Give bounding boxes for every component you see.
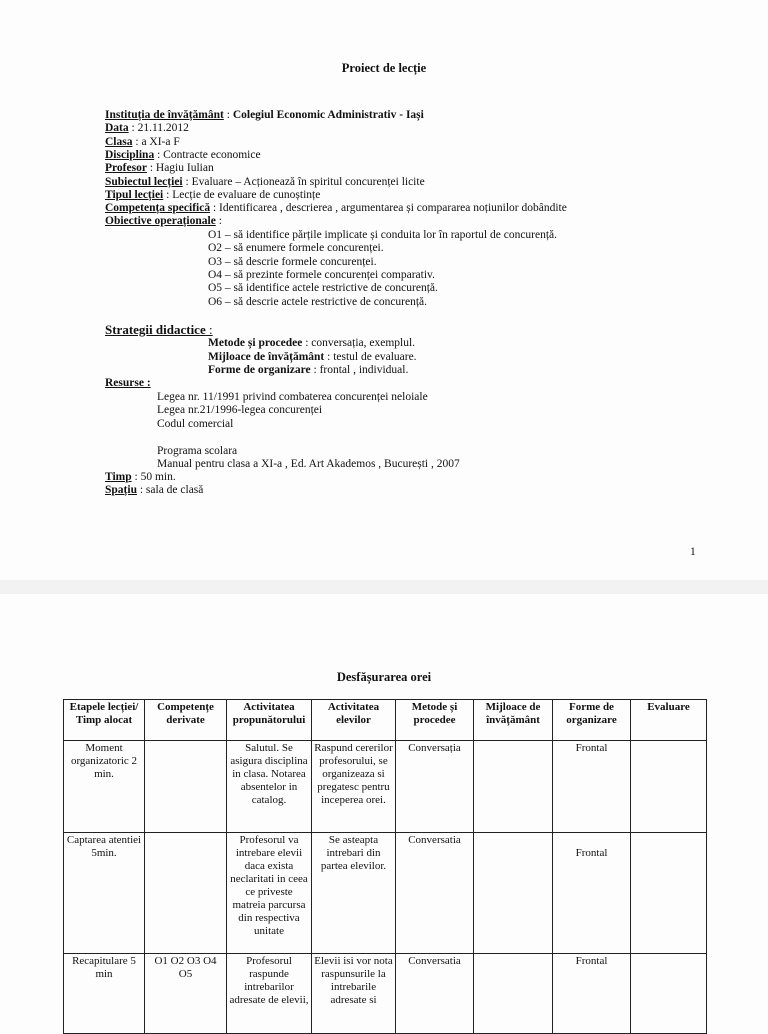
resource-item: Legea nr. 11/1991 privind combaterea concurenței neloiale	[157, 391, 428, 403]
document-page-2	[0, 594, 768, 1024]
strategy-label: Forme de organizare	[208, 364, 311, 376]
field-separator: :	[154, 148, 164, 161]
table-cell-propunator: Salutul. Se asigura disciplina in clasa. Notarea absentelor in catalog.	[227, 741, 312, 833]
table-cell-mijloace	[474, 954, 553, 1034]
info-field-line	[105, 215, 222, 228]
field-label: Tipul lecției	[105, 188, 164, 201]
column-header: Evaluare	[631, 700, 707, 741]
objective-item: O2 – să enumere formele concurenței.	[208, 242, 384, 255]
table-header-row	[64, 700, 707, 741]
field-separator: :	[132, 135, 142, 148]
table-cell-etapa: Moment organizatoric 2 min.	[64, 741, 145, 833]
field-separator: :	[182, 175, 192, 188]
table-cell-mijloace	[474, 741, 553, 833]
table-row	[64, 833, 707, 954]
field-label: Data	[105, 122, 129, 135]
field-label: Clasa	[105, 135, 133, 148]
column-header: Metode și procedee	[396, 700, 474, 741]
field-label: Obiective operaționale	[105, 215, 216, 228]
column-header: Etapele lecției/ Timp alocat	[64, 700, 145, 741]
resource-item: Manual pentru clasa a XI-a , Ed. Art Akademos , București , 2007	[157, 458, 460, 470]
table-cell-metode: Conversatia	[396, 833, 474, 954]
info-field-line	[105, 162, 214, 175]
resource-item: Programa scolara	[157, 444, 238, 457]
field-separator: :	[223, 109, 233, 121]
table-row	[64, 954, 707, 1034]
field-separator: :	[146, 162, 156, 175]
strategy-item	[208, 364, 408, 377]
column-header: Activitatea propunătorului	[227, 700, 312, 741]
page-number: 1	[690, 546, 696, 558]
info-field-line	[105, 136, 180, 149]
info-field-line	[105, 122, 189, 135]
table-cell-propunator: Profesorul raspunde intrebarilor adresate de elevii,	[227, 954, 312, 1034]
table-row	[64, 741, 707, 833]
table-cell-etapa: Recapitulare 5 min	[64, 954, 145, 1034]
strategy-label: Metode și procedee	[208, 337, 303, 349]
strategy-value: : testul de evaluare.	[324, 350, 417, 363]
field-separator: :	[163, 188, 173, 201]
info-field-line	[105, 149, 261, 162]
strategy-label: Mijloace de învățământ	[208, 350, 325, 363]
table-cell-competente: O1 O2 O3 O4 O5	[145, 954, 227, 1034]
table-cell-propunator: Profesorul va intrebare elevii daca exista neclaritati in ceea ce priveste matreia parcursa din respectiva unitate	[227, 833, 312, 954]
page-separator	[0, 580, 768, 594]
lesson-flow-table	[63, 699, 707, 1034]
field-value: Lecție de evaluare de cunoștințe	[172, 188, 321, 201]
info-field-line	[105, 202, 567, 215]
lesson-flow-title: Desfășurarea orei	[336, 670, 432, 684]
field-value: Evaluare – Acționează în spiritul concurenței licite	[191, 175, 425, 188]
column-header: Mijloace de învățământ	[474, 700, 553, 741]
strategies-heading: Strategii didactice :	[105, 322, 213, 337]
time-line: Timp : 50 min.	[105, 471, 176, 483]
table-cell-elevi: Elevii isi vor nota raspunsurile la intrebarile adresate si	[312, 954, 396, 1034]
table-cell-competente	[145, 741, 227, 833]
column-header: Forme de organizare	[553, 700, 631, 741]
field-label: Instituția de învățământ	[105, 109, 224, 121]
info-field-line	[105, 189, 320, 202]
resource-item: Codul comercial	[157, 417, 234, 430]
objective-item: O3 – să descrie formele concurenței.	[208, 255, 377, 268]
field-label: Disciplina	[105, 148, 155, 161]
table-cell-elevi: Se asteapta intrebari din partea elevilor.	[312, 833, 396, 954]
objective-item: O1 – să identifice părțile implicate și conduita lor în raportul de concurență.	[208, 229, 558, 241]
info-field-line	[105, 109, 424, 122]
field-value: 21.11.2012	[137, 122, 189, 135]
field-value: Hagiu Iulian	[155, 162, 214, 175]
strategy-value: : frontal , individual.	[310, 364, 409, 376]
table-cell-metode: Conversatia	[396, 954, 474, 1034]
field-label: Competența specifică	[105, 202, 211, 215]
page-title: Proiect de lecție	[341, 61, 427, 75]
objective-item: O4 – să prezinte formele concurenței comparativ.	[208, 268, 435, 281]
field-value: Identificarea , descrierea , argumentarea și compararea noțiunilor dobândite	[219, 202, 567, 215]
table-cell-metode: Conversația	[396, 741, 474, 833]
field-value: a XI-a F	[141, 135, 180, 148]
column-header: Competențe derivate	[145, 700, 227, 741]
field-value: Contracte economice	[163, 148, 261, 161]
resources-label: Resurse :	[105, 377, 151, 389]
table-cell-forme: Frontal	[553, 833, 631, 954]
table-cell-evaluare	[631, 741, 707, 833]
field-separator: :	[128, 122, 138, 135]
objective-item: O5 – să identifice actele restrictive de concurență.	[208, 282, 438, 295]
column-header: Activitatea elevilor	[312, 700, 396, 741]
strategy-item	[208, 337, 415, 350]
strategy-item	[208, 351, 417, 364]
objective-item: O6 – să descrie actele restrictive de concurență.	[208, 295, 428, 308]
table-cell-evaluare	[631, 954, 707, 1034]
table-cell-etapa: Captarea atentiei 5min.	[64, 833, 145, 954]
space-line: Spațiu : sala de clasă	[105, 484, 204, 496]
table-cell-evaluare	[631, 833, 707, 954]
field-label: Profesor	[105, 162, 147, 175]
field-separator: :	[210, 202, 220, 215]
table-cell-competente	[145, 833, 227, 954]
table-cell-mijloace	[474, 833, 553, 954]
info-field-line	[105, 176, 425, 189]
table-cell-forme: Frontal	[553, 954, 631, 1034]
strategy-value: : conversația, exemplul.	[302, 337, 416, 349]
table-cell-elevi: Raspund cererilor profesorului, se organizeaza si pregatesc pentru inceperea orei.	[312, 741, 396, 833]
field-label: Subiectul lecției	[105, 175, 183, 188]
table-cell-forme: Frontal	[553, 741, 631, 833]
resource-item: Legea nr.21/1996-legea concurenței	[157, 404, 323, 417]
field-value: Colegiul Economic Administrativ - Iași	[232, 109, 424, 121]
field-separator: :	[215, 215, 222, 228]
